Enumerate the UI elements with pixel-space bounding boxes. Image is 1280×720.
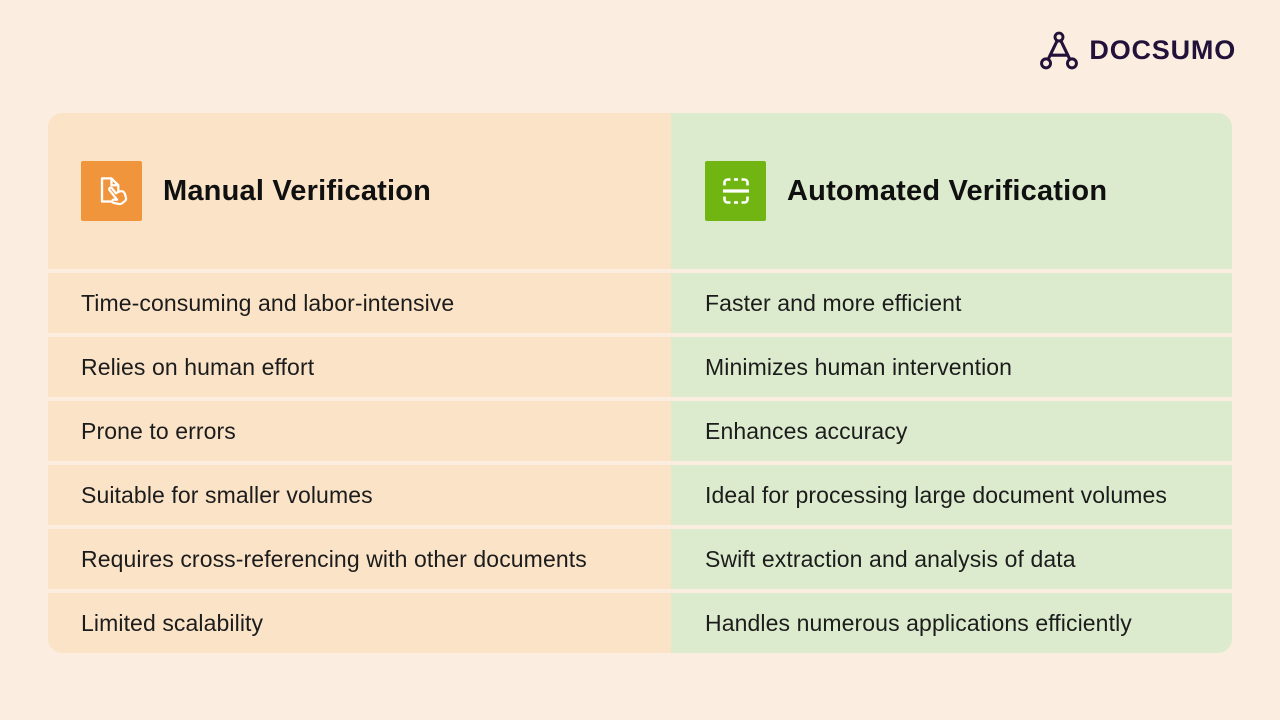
automated-cell — [671, 529, 1232, 589]
document-tap-icon — [81, 161, 142, 221]
automated-cell — [671, 593, 1232, 653]
cell-text: Requires cross-referencing with other documents — [81, 545, 587, 572]
table-row — [48, 593, 1232, 653]
scan-frame-icon — [705, 161, 766, 221]
docsumo-logo — [1040, 30, 1236, 70]
automated-cell — [671, 401, 1232, 461]
docsumo-wordmark: DOCSUMO — [1089, 34, 1236, 65]
manual-cell — [48, 529, 671, 589]
comparison-table — [48, 113, 1232, 653]
automated-cell — [671, 465, 1232, 525]
table-header-row — [48, 113, 1232, 269]
cell-text: Ideal for processing large document volumes — [705, 481, 1168, 508]
cell-text: Limited scalability — [81, 609, 264, 636]
table-row — [48, 273, 1232, 333]
docsumo-logo-icon — [1040, 30, 1078, 70]
column-title-manual: Manual Verification — [163, 174, 432, 207]
cell-text: Suitable for smaller volumes — [81, 481, 373, 508]
manual-cell — [48, 273, 671, 333]
table-row — [48, 465, 1232, 525]
cell-text: Handles numerous applications efficiently — [705, 609, 1132, 636]
column-title-automated: Automated Verification — [787, 174, 1108, 207]
manual-cell — [48, 401, 671, 461]
table-row — [48, 529, 1232, 589]
cell-text: Time-consuming and labor-intensive — [81, 289, 455, 316]
manual-cell — [48, 337, 671, 397]
manual-cell — [48, 465, 671, 525]
cell-text: Relies on human effort — [81, 353, 315, 380]
cell-text: Swift extraction and analysis of data — [705, 545, 1076, 572]
cell-text: Prone to errors — [81, 417, 236, 444]
automated-cell — [671, 273, 1232, 333]
cell-text: Minimizes human intervention — [705, 353, 1013, 380]
manual-cell — [48, 593, 671, 653]
table-row — [48, 401, 1232, 461]
automated-cell — [671, 337, 1232, 397]
automated-header-cell — [671, 113, 1232, 269]
manual-header-cell — [48, 113, 671, 269]
cell-text: Faster and more efficient — [705, 289, 962, 316]
cell-text: Enhances accuracy — [705, 417, 908, 444]
table-row — [48, 337, 1232, 397]
